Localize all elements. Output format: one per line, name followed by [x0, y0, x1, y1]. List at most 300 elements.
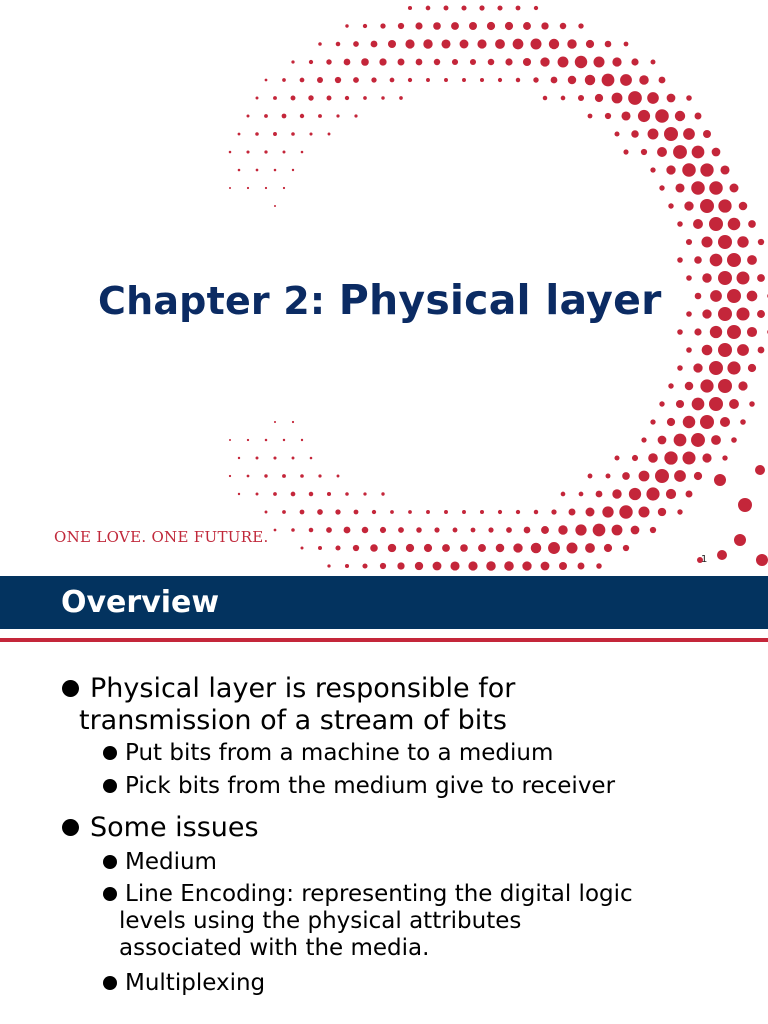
decor-dot — [398, 527, 404, 533]
decor-dot — [691, 181, 705, 195]
decor-dot — [426, 6, 431, 11]
decor-dot — [586, 508, 595, 517]
decor-dot — [667, 418, 675, 426]
decor-dot — [712, 148, 721, 157]
decor-dot — [734, 534, 746, 546]
bullet-text: Some issues — [90, 812, 259, 843]
decor-dot — [326, 527, 332, 533]
decor-dot — [516, 78, 520, 82]
decor-dot — [659, 401, 664, 406]
decor-dot — [534, 510, 538, 514]
decor-dot — [629, 488, 641, 500]
decor-dot — [683, 128, 695, 140]
decor-dot — [265, 187, 267, 189]
decor-dot — [415, 22, 422, 29]
decor-dot — [540, 57, 549, 66]
decor-dot — [691, 433, 705, 447]
decor-dot — [749, 401, 755, 407]
decor-dot — [291, 96, 296, 101]
decor-dot — [578, 95, 584, 101]
decor-dot — [718, 307, 732, 321]
decor-dot — [548, 542, 560, 554]
decor-dot — [282, 114, 287, 119]
sub-bullet-text: Medium — [125, 849, 217, 875]
decor-dot — [486, 561, 496, 571]
decor-dot — [641, 149, 647, 155]
decor-dot — [398, 59, 405, 66]
decor-dot — [709, 361, 723, 375]
decor-dot — [755, 465, 765, 475]
decor-dot — [622, 472, 630, 480]
decor-dot — [336, 42, 341, 47]
decor-dot — [442, 544, 450, 552]
decor-dot — [578, 23, 583, 28]
bullet-dot-icon — [62, 680, 79, 697]
decor-dot — [451, 22, 459, 30]
decor-dot — [684, 201, 693, 210]
decor-dot — [718, 271, 732, 285]
sub-bullet-dot-icon — [103, 976, 117, 990]
decor-dot — [301, 439, 303, 441]
decor-dot — [344, 59, 351, 66]
decor-dot — [318, 42, 322, 46]
decor-dot — [470, 59, 476, 65]
decor-dot — [727, 361, 740, 374]
decor-dot — [300, 474, 304, 478]
decor-dot — [362, 563, 367, 568]
decor-dot — [524, 527, 531, 534]
decor-dot — [480, 78, 484, 82]
decor-dot — [686, 311, 692, 317]
decor-dot — [567, 39, 576, 48]
decor-dot — [274, 205, 276, 207]
decor-dot — [461, 5, 466, 10]
decor-dot — [229, 439, 231, 441]
decor-dot — [361, 58, 369, 66]
decor-dot — [624, 42, 629, 47]
decor-dot — [408, 78, 412, 82]
decor-dot — [282, 510, 286, 514]
decor-dot — [309, 132, 312, 135]
decor-dot — [566, 542, 577, 553]
decor-dot — [702, 453, 711, 462]
decor-dot — [658, 508, 666, 516]
decor-dot — [363, 492, 366, 495]
decor-dot — [291, 132, 295, 136]
decor-dot — [729, 399, 739, 409]
decor-dot — [692, 398, 705, 411]
decor-dot — [739, 202, 748, 211]
decor-dot — [274, 421, 276, 423]
decor-dot — [700, 379, 713, 392]
decor-dot — [593, 524, 606, 537]
decor-dot — [416, 527, 422, 533]
red-divider — [0, 638, 768, 642]
decor-dot — [283, 439, 285, 441]
decor-dot — [326, 59, 331, 64]
decor-dot — [543, 96, 548, 101]
decor-dot — [408, 510, 412, 514]
decor-dot — [264, 474, 267, 477]
decor-dot — [291, 528, 295, 532]
decor-dot — [596, 491, 603, 498]
decor-dot — [666, 165, 675, 174]
sub-bullet-text-continued: associated with the media. — [119, 935, 430, 961]
decor-dot — [480, 510, 484, 514]
decor-dot — [399, 96, 403, 100]
decor-dot — [675, 111, 685, 121]
decor-dot — [638, 110, 650, 122]
decor-dot — [614, 131, 619, 136]
decor-dot — [523, 58, 531, 66]
bullet-dot-icon — [62, 819, 79, 836]
decor-dot — [623, 149, 628, 154]
decor-dot — [710, 326, 722, 338]
decor-dot — [541, 526, 549, 534]
decor-dot — [614, 455, 619, 460]
decor-dot — [612, 525, 623, 536]
decor-dot — [506, 527, 512, 533]
decor-dot — [710, 254, 723, 267]
decor-dot — [495, 39, 505, 49]
sub-bullet-text: Multiplexing — [125, 970, 266, 996]
decor-dot — [317, 509, 323, 515]
decor-dot — [426, 78, 430, 82]
decor-dot — [727, 253, 741, 267]
decor-dot — [748, 364, 756, 372]
decor-dot — [498, 510, 502, 514]
decor-dot — [628, 91, 642, 105]
decor-dot — [308, 95, 313, 100]
sub-bullet-text: Put bits from a machine to a medium — [125, 740, 554, 766]
decor-dot — [318, 114, 322, 118]
decor-dot — [758, 347, 765, 354]
decor-dot — [619, 505, 632, 518]
decor-dot — [730, 184, 739, 193]
decor-dot — [682, 451, 695, 464]
decor-dot — [523, 22, 531, 30]
decor-dot — [534, 6, 538, 10]
decor-dot — [703, 130, 711, 138]
decor-dot — [757, 310, 765, 318]
sub-bullet-item — [119, 881, 633, 962]
decor-dot — [327, 564, 330, 567]
decor-dot — [559, 562, 567, 570]
decor-dot — [300, 510, 305, 515]
decor-dot — [674, 470, 686, 482]
decor-dot — [516, 510, 520, 514]
decor-dot — [238, 169, 241, 172]
decor-dot — [694, 472, 702, 480]
decor-dot — [273, 96, 277, 100]
decor-dot — [658, 436, 667, 445]
bullet-text-continued: transmission of a stream of bits — [79, 705, 507, 736]
decor-dot — [668, 383, 673, 388]
decor-dot — [283, 151, 286, 154]
decor-dot — [337, 475, 340, 478]
decor-dot — [531, 543, 541, 553]
decor-dot — [460, 544, 468, 552]
decor-dot — [585, 543, 595, 553]
decor-dot — [273, 132, 277, 136]
decor-dot — [727, 289, 741, 303]
decor-dot — [300, 78, 305, 83]
decor-dot — [265, 79, 268, 82]
decor-dot — [310, 457, 313, 460]
decor-dot — [531, 39, 542, 50]
decor-dot — [423, 39, 432, 48]
decor-dot — [453, 528, 458, 533]
decor-dot — [247, 115, 250, 118]
decor-dot — [426, 510, 430, 514]
decor-dot — [328, 133, 331, 136]
bullet-text: Physical layer is responsible for — [90, 673, 516, 704]
decor-dot — [247, 475, 250, 478]
decor-dot — [747, 291, 758, 302]
decor-dot — [558, 525, 567, 534]
decor-dot — [737, 344, 749, 356]
decor-dot — [264, 114, 268, 118]
title-main: Physical layer — [338, 276, 662, 324]
decor-dot — [460, 40, 469, 49]
title-prefix: Chapter 2: — [98, 279, 326, 323]
decor-dot — [256, 97, 259, 100]
decor-dot — [701, 236, 712, 247]
decor-dot — [694, 328, 701, 335]
decor-dot — [648, 129, 659, 140]
decor-dot — [301, 151, 304, 154]
decor-dot — [709, 397, 723, 411]
decor-dot — [283, 187, 285, 189]
decor-dot — [714, 474, 726, 486]
decor-dot — [317, 77, 323, 83]
decor-dot — [291, 60, 294, 63]
decor-dot — [522, 561, 531, 570]
decor-dot — [273, 456, 276, 459]
decor-dot — [444, 78, 448, 82]
decor-dot — [434, 527, 439, 532]
decor-dot — [711, 435, 721, 445]
decor-dot — [256, 493, 259, 496]
decor-dot — [595, 94, 603, 102]
decor-dot — [238, 457, 240, 459]
decor-dot — [291, 492, 296, 497]
decor-dot — [664, 451, 677, 464]
decor-dot — [561, 492, 566, 497]
decor-dot — [274, 169, 277, 172]
decor-dot — [695, 113, 702, 120]
decor-dot — [229, 151, 232, 154]
decor-dot — [720, 417, 730, 427]
sub-bullet-dot-icon — [103, 887, 117, 901]
decor-dot — [695, 293, 702, 300]
decor-dot — [702, 309, 711, 318]
decor-dot — [371, 41, 378, 48]
decor-dot — [478, 544, 486, 552]
decor-dot — [309, 528, 314, 533]
decor-dot — [335, 545, 340, 550]
decor-dot — [292, 421, 294, 423]
decor-dot — [309, 60, 313, 64]
decor-dot — [700, 199, 714, 213]
decor-dot — [498, 78, 502, 82]
slide-title — [98, 276, 662, 324]
decor-dot — [229, 475, 231, 477]
decor-dot — [612, 57, 621, 66]
decor-dot — [415, 562, 423, 570]
decor-dot — [738, 381, 747, 390]
decor-dot — [675, 183, 684, 192]
decor-dot — [504, 561, 514, 571]
decor-dot — [282, 474, 286, 478]
decor-dot — [737, 236, 748, 247]
decor-dot — [650, 527, 656, 533]
decor-dot — [575, 524, 586, 535]
decor-dot — [718, 199, 731, 212]
decor-dot — [363, 24, 367, 28]
decor-dot — [513, 39, 524, 50]
decor-dot — [686, 95, 692, 101]
decor-dot — [301, 547, 304, 550]
decor-dot — [345, 492, 349, 496]
decor-dot — [727, 325, 741, 339]
decor-dot — [487, 22, 495, 30]
decor-dot — [718, 343, 732, 357]
decor-dot — [650, 167, 655, 172]
decor-dot — [736, 307, 749, 320]
decor-dot — [370, 544, 378, 552]
decor-dot — [353, 77, 359, 83]
decor-dot — [273, 492, 277, 496]
decor-dot — [676, 400, 684, 408]
decor-dot — [641, 437, 646, 442]
decor-dot — [593, 56, 604, 67]
decor-dot — [638, 506, 649, 517]
decor-dot — [623, 545, 629, 551]
decor-dot — [673, 145, 687, 159]
decor-dot — [274, 529, 277, 532]
decor-dot — [722, 455, 727, 460]
decor-dot — [632, 455, 638, 461]
decor-dot — [709, 217, 723, 231]
decor-dot — [496, 544, 505, 553]
decor-dot — [479, 5, 484, 10]
decor-dot — [335, 509, 340, 514]
decor-dot — [327, 96, 332, 101]
decor-dot — [353, 41, 359, 47]
decor-dot — [758, 239, 764, 245]
decor-dot — [731, 437, 737, 443]
decor-dot — [647, 92, 659, 104]
slide-heading: Overview — [61, 585, 220, 620]
university-motto: ONE LOVE. ONE FUTURE. — [54, 528, 269, 546]
decor-dot — [666, 489, 676, 499]
decor-dot — [682, 163, 696, 177]
decor-dot — [655, 109, 669, 123]
decor-dot — [371, 77, 376, 82]
decor-dot — [309, 492, 314, 497]
decor-dot — [575, 56, 587, 68]
page-number: 1 — [701, 554, 708, 565]
decor-dot — [327, 492, 331, 496]
decor-dot — [344, 527, 351, 534]
decor-dot — [398, 23, 404, 29]
bullet-item — [90, 812, 259, 844]
decor-dot — [229, 187, 231, 189]
decor-dot — [462, 510, 466, 514]
decor-dot — [388, 40, 396, 48]
decor-dot — [264, 150, 267, 153]
decor-dot — [444, 6, 449, 11]
decor-dot — [569, 509, 576, 516]
decor-dot — [397, 562, 404, 569]
decor-dot — [265, 511, 268, 514]
decor-dot — [513, 543, 522, 552]
decor-dot — [381, 492, 384, 495]
decor-dot — [677, 221, 683, 227]
decor-dot — [560, 23, 567, 30]
sub-bullet-dot-icon — [103, 746, 117, 760]
decor-dot — [747, 327, 757, 337]
decor-dot — [694, 256, 702, 264]
decor-dot — [452, 59, 458, 65]
decor-dot — [686, 239, 692, 245]
decor-dot — [612, 93, 623, 104]
decor-dot — [602, 506, 613, 517]
heading-banner — [0, 576, 768, 629]
decor-dot — [345, 24, 348, 27]
decor-dot — [282, 78, 286, 82]
decor-dot — [380, 563, 386, 569]
decor-dot — [650, 419, 655, 424]
decor-dot — [558, 57, 569, 68]
decor-dot — [256, 169, 259, 172]
decor-dot — [693, 363, 702, 372]
bullet-item — [79, 673, 516, 737]
decor-dot — [588, 474, 593, 479]
decor-dot — [756, 554, 768, 566]
decor-dot — [406, 544, 414, 552]
decor-dot — [605, 113, 611, 119]
decor-dot — [390, 510, 394, 514]
decor-dot — [246, 150, 249, 153]
decor-dot — [621, 111, 630, 120]
decor-dot — [709, 181, 723, 195]
decor-dot — [434, 59, 440, 65]
decor-dot — [488, 59, 495, 66]
decor-dot — [728, 218, 741, 231]
decor-dot — [354, 510, 359, 515]
decor-dot — [379, 58, 386, 65]
decor-dot — [354, 114, 357, 117]
sub-bullet-item — [125, 773, 615, 800]
decor-dot — [692, 146, 705, 159]
decor-dot — [686, 491, 693, 498]
decor-dot — [405, 39, 414, 48]
decor-dot — [265, 439, 268, 442]
decor-dot — [718, 235, 732, 249]
decor-dot — [335, 77, 341, 83]
decor-dot — [380, 527, 386, 533]
decor-dot — [639, 75, 649, 85]
decor-dot — [605, 41, 612, 48]
decor-dot — [602, 74, 615, 87]
decor-dot — [596, 563, 602, 569]
decor-dot — [505, 58, 512, 65]
decor-dot — [300, 114, 304, 118]
decor-dot — [700, 415, 714, 429]
decor-dot — [677, 329, 683, 335]
